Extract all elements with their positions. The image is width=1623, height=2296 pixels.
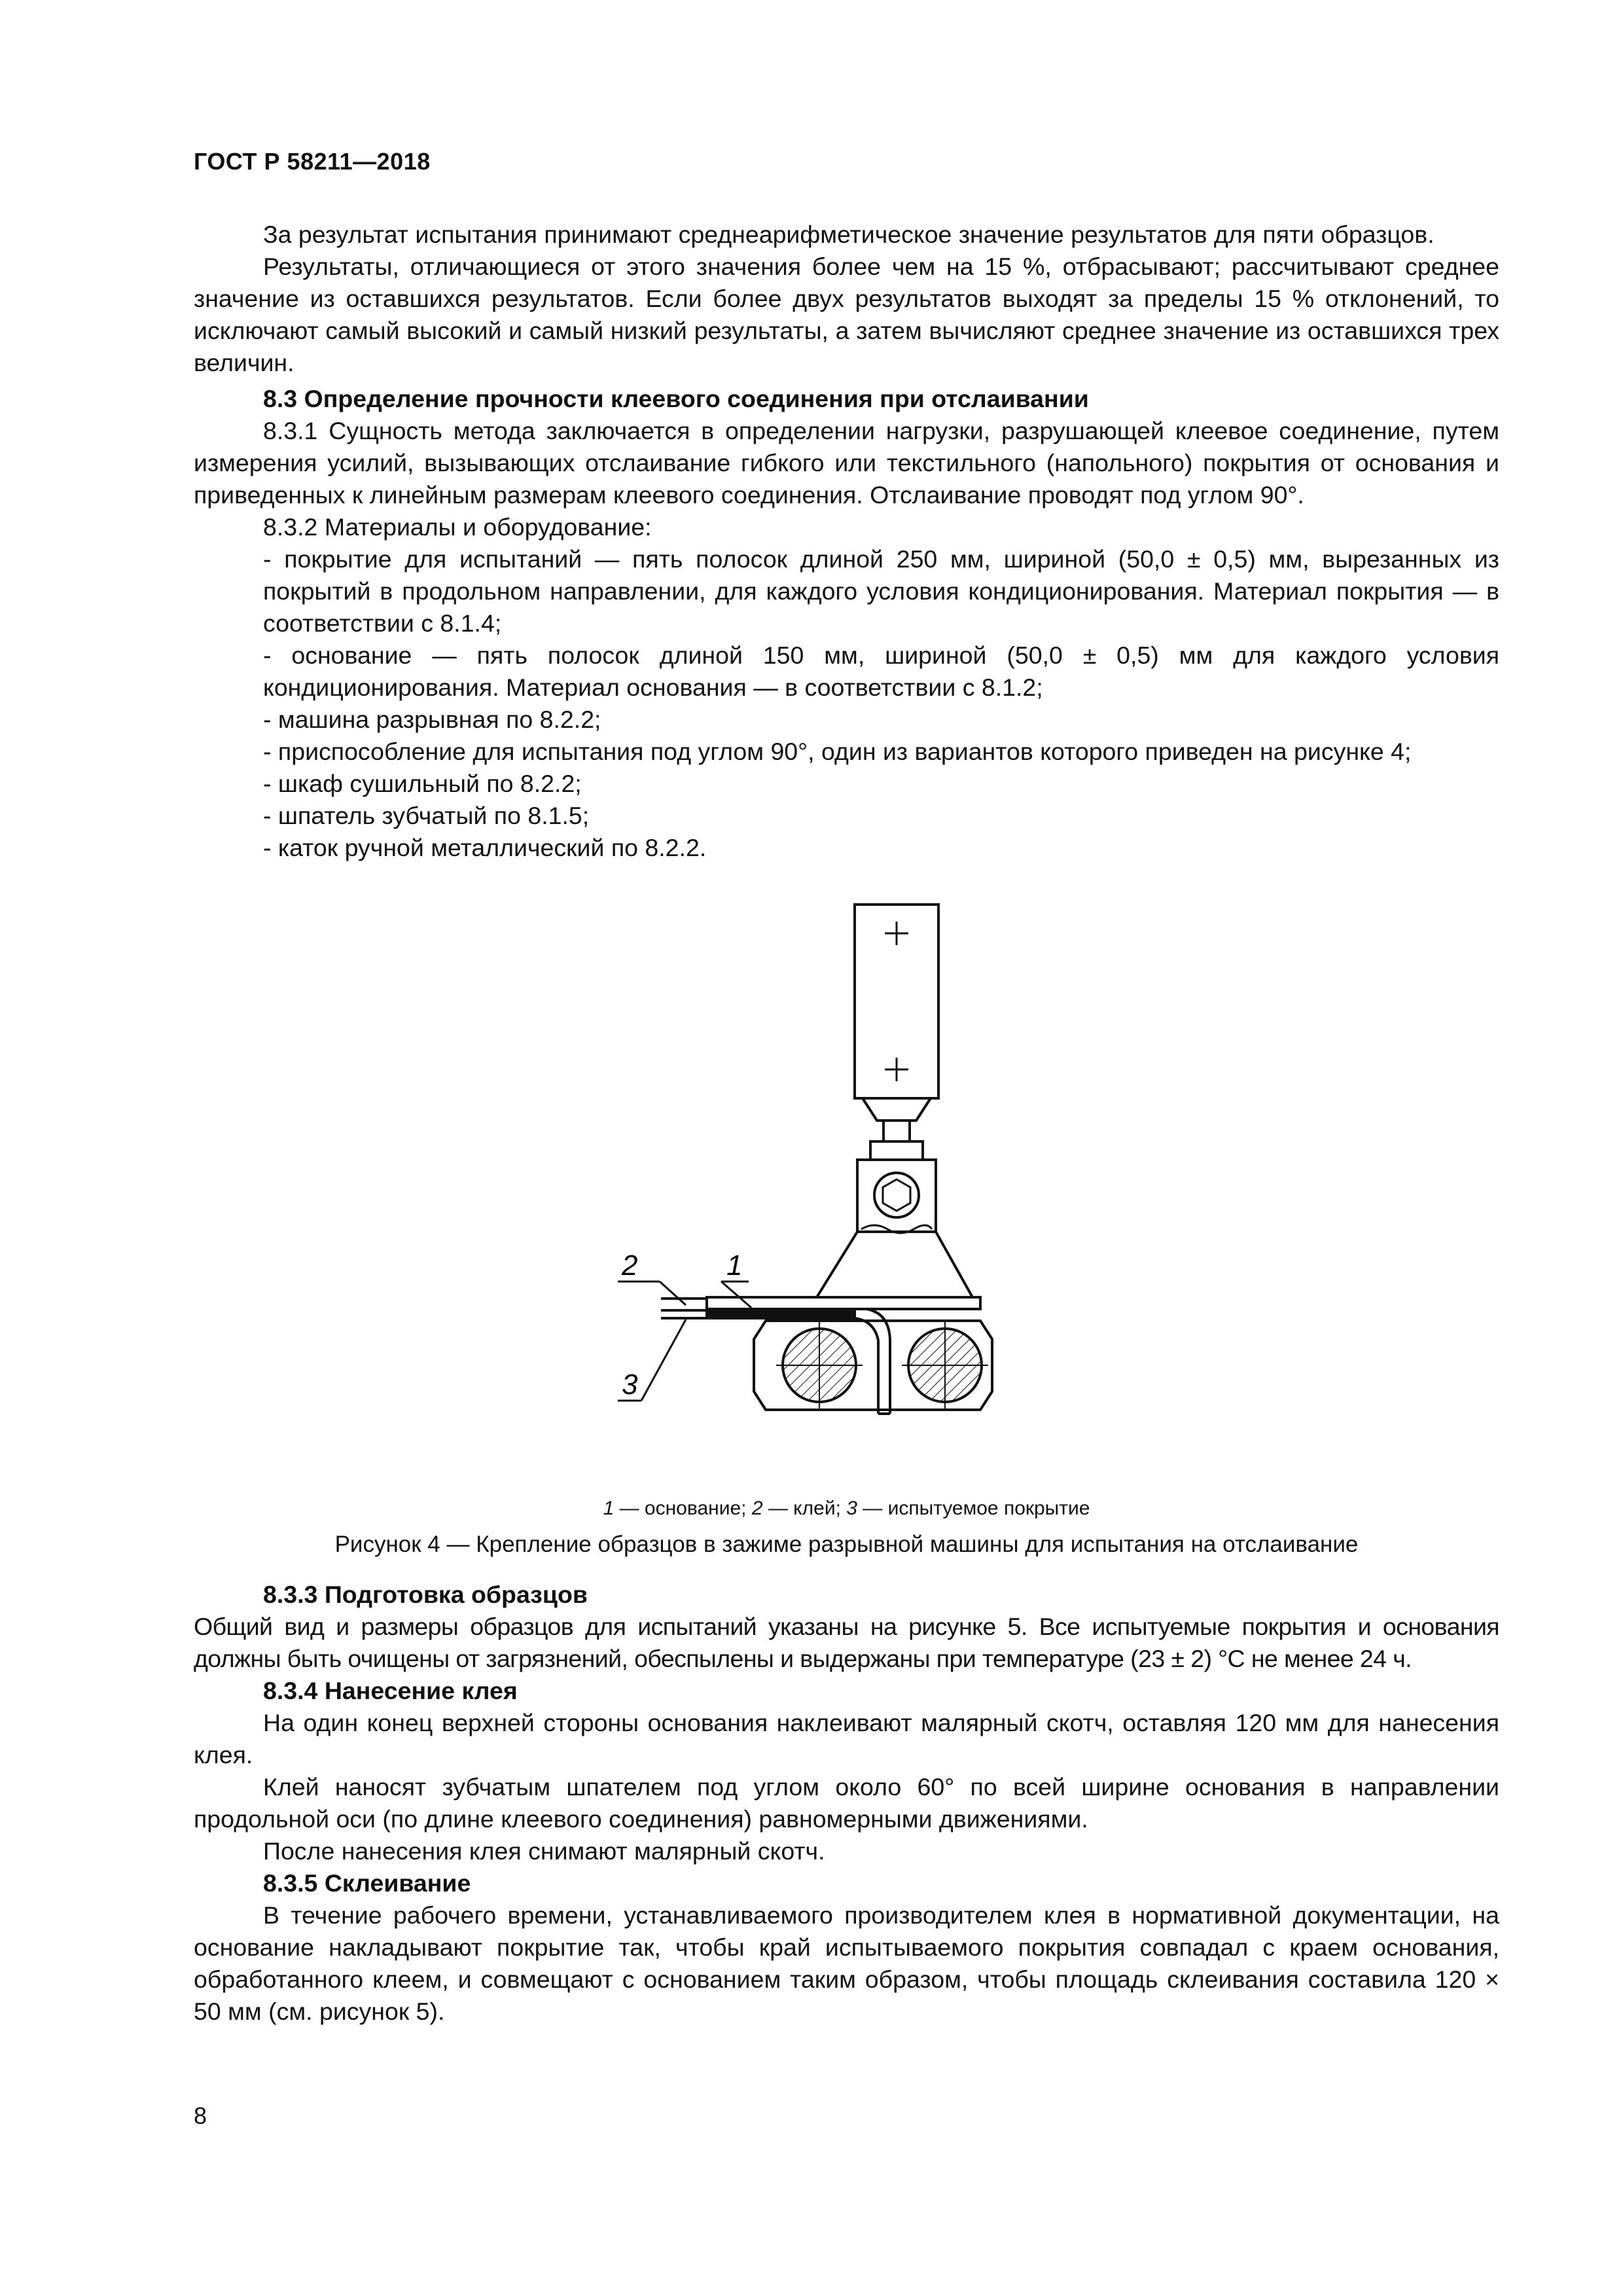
para-8-3-4-1: На один конец верхней стороны основания наклеивают малярный скотч, оставляя 120 мм для нанесения клея. (194, 1709, 1499, 1768)
page-number: 8 (194, 2102, 207, 2129)
list-item: - каток ручной металлический по 8.2.2. (263, 834, 707, 861)
legend-2-num: 2 (751, 1498, 763, 1519)
legend-3-text: — испытуемое покрытие (857, 1498, 1090, 1519)
list-item: - основание — пять полосок длиной 150 мм, шириной (50,0 ± 0,5) мм для каждого условия кондиционирования. Материал основания — в соответствии с 8.1.2; (263, 641, 1499, 701)
section-8-3-heading: 8.3 Определение прочности клеевого соединения при отслаивании (263, 385, 1089, 412)
intro-paragraph-1: За результат испытания принимают среднеарифметическое значение результатов для пяти образцов. (263, 221, 1435, 248)
list-item: - приспособление для испытания под углом 90°, один из вариантов которого приведен на рисунке 4; (263, 738, 1412, 765)
top-text-block (194, 219, 1499, 864)
figure-caption: Рисунок 4 — Крепление образцов в зажиме разрывной машины для испытания на отслаивание (334, 1532, 1359, 1557)
legend-1-num: 1 (603, 1498, 615, 1519)
list-item: - шпатель зубчатый по 8.1.5; (263, 802, 590, 829)
legend-2-text: — клей; (762, 1498, 847, 1519)
section-8-3-3-heading: 8.3.3 Подготовка образцов (263, 1581, 588, 1608)
document-header: ГОСТ Р 58211—2018 (194, 148, 431, 175)
para-8-3-2: 8.3.2 Материалы и оборудование: (263, 513, 652, 541)
figure-legend (194, 1498, 1499, 1520)
list-item: - шкаф сушильный по 8.2.2; (263, 770, 582, 797)
section-8-3-5-heading: 8.3.5 Склеивание (263, 1869, 471, 1897)
intro-paragraph-2: Результаты, отличающиеся от этого значения более чем на 15 %, отбрасывают; рассчитывают среднее значение из оставшихся результатов. Если более двух результатов выходят за пределы 15 % отклонений, то исключают самый высокий и самый низкий результаты, а затем вычисляют среднее значение из оставшихся трех величин. (194, 253, 1499, 376)
para-8-3-1: 8.3.1 Сущность метода заключается в определении нагрузки, разрушающей клеевое соединение, путем измерения усилий, вызывающих отслаивание гибкого или текстильного (напольного) покрытия от основания и приведенных к линейным размерам клеевого соединения. Отслаивание проводят под углом 90°. (194, 417, 1499, 509)
section-8-3-4-heading: 8.3.4 Нанесение клея (263, 1677, 518, 1704)
callout-2: 2 (622, 1249, 638, 1282)
para-8-3-3: Общий вид и размеры образцов для испытаний указаны на рисунке 5. Все испытуемые покрытия и основания должны быть очищены от загрязнений, обеспылены и выдержаны при температуре (23 ± 2) °С не менее 24 ч. (194, 1613, 1499, 1672)
figure-4-drawing (622, 897, 1034, 1473)
para-8-3-5: В течение рабочего времени, устанавливаемого производителем клея в нормативной документации, на основание накладывают покрытие так, чтобы край испытываемого покрытия совпадал с краем основания, обработанного клеем, и совмещают с основанием таким образом, чтобы площадь склеивания составила 120 × 50 мм (см. рисунок 5). (194, 1901, 1499, 2025)
para-8-3-4-3: После нанесения клея снимают малярный скотч. (263, 1837, 825, 1865)
list-item: - машина разрывная по 8.2.2; (263, 706, 601, 733)
list-item: - покрытие для испытаний — пять полосок длиной 250 мм, шириной (50,0 ± 0,5) мм, вырезанных из покрытий в продольном направлении, для каждого условия кондиционирования. Материал покрытия — в соответствии с 8.1.4; (263, 545, 1499, 637)
para-8-3-4-2: Клей наносят зубчатым шпателем под углом около 60° по всей ширине основания в направлении продольной оси (по длине клеевого соединения) равномерными движениями. (194, 1773, 1499, 1833)
callout-3: 3 (622, 1369, 638, 1401)
bottom-text-block (194, 1579, 1499, 2028)
legend-1-text: — основание; (614, 1498, 752, 1519)
callout-1: 1 (726, 1249, 743, 1282)
legend-3-num: 3 (846, 1498, 857, 1519)
